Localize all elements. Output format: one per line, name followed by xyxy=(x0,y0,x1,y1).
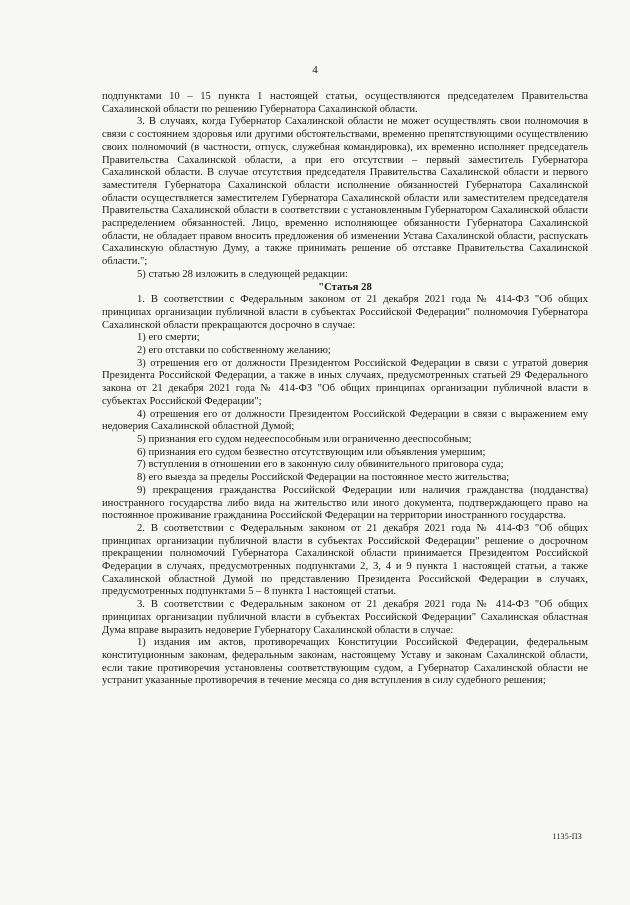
paragraph: 1) издания им актов, противоречащих Конституции Российской Федерации, федеральным конституционным законам, федеральным законам, настоящему Уставу и законам Сахалинской области, если такие противоречия установлены соответствующим судом, а Губернатор Сахалинской области не устранит указанные противоречия в течение месяца со дня вступления в силу судебного решения; xyxy=(102,637,588,687)
paragraph: 6) признания его судом безвестно отсутствующим или объявления умершим; xyxy=(137,446,486,458)
article-heading: "Статья 28 xyxy=(318,281,372,293)
paragraph: 4) отрешения его от должности Президентом Российской Федерации в связи с выражением ему недоверия Сахалинской областной Думой; xyxy=(102,408,588,433)
paragraph: 1. В соответствии с Федеральным законом от 21 декабря 2021 года № 414-ФЗ "Об общих принципах организации публичной власти в субъектах Российской Федерации" полномочия Губернатора Сахалинской области прекращаются досрочно в случае: xyxy=(102,294,588,331)
paragraph: 9) прекращения гражданства Российской Федерации или наличия гражданства (подданства) иностранного государства либо вида на жительство или иного документа, подтверждающего право на постоянное проживание гражданина Российской Федерации на территории иностранного государства. xyxy=(102,484,588,522)
paragraph: 7) вступления в отношении его в законную силу обвинительного приговора суда; xyxy=(137,459,504,471)
paragraph: 5) статью 28 изложить в следующей редакции: xyxy=(137,268,348,280)
paragraph: 1) его смерти; xyxy=(137,332,200,344)
paragraph: 5) признания его судом недееспособным или ограниченно дееспособным; xyxy=(137,433,472,445)
paragraph: 8) его выезда за пределы Российской Федерации на постоянное место жительства; xyxy=(137,472,510,484)
paragraph: 3) отрешения его от должности Президентом Российской Федерации в связи с утратой доверия Президента Российской Федерации, а также в иных случаях, предусмотренных статьей 29 Федерального закона от 21 декабря 2021 года № 414-ФЗ "Об общих принципах организации публичной власти в субъектах Российской Федерации"; xyxy=(102,357,588,407)
document-code: 1135-ПЗ xyxy=(552,832,582,841)
document-body xyxy=(102,91,588,688)
page-number: 4 xyxy=(312,64,318,76)
paragraph: 2) его отставки по собственному желанию; xyxy=(137,345,331,357)
paragraph: 3. В случаях, когда Губернатор Сахалинской области не может осуществлять свои полномочия в связи с состоянием здоровья или другими обстоятельствами, временно препятствующими осуществлению своих полномочий (в частности, отпуск, служебная командировка), их временно исполняет председатель Правительства Сахалинской области, а при его отсутствии – первый заместитель Губернатора Сахалинской области. В случае отсутствия председателя Правительства Сахалинской области и первого заместителя Губернатора Сахалинской области исполнение обязанностей Губернатора Сахалинской области осуществляется заместителем Губернатора Сахалинской области или заместителем председателя Правительства Сахалинской области в соответствии с установленным Губернатором Сахалинской области распределением обязанностей. Лицо, временно исполняющее обязанности Губернатора Сахалинской области, не обладает правом вносить предложения об изменении Устава Сахалинской области, распускать Сахалинскую областную Думу, а также принимать решение об отставке Правительства Сахалинской области."; xyxy=(102,116,588,268)
paragraph: подпунктами 10 – 15 пункта 1 настоящей статьи, осуществляются председателем Правительства Сахалинской области по решению Губернатора Сахалинской области. xyxy=(102,91,588,115)
paragraph: 2. В соответствии с Федеральным законом от 21 декабря 2021 года № 414-ФЗ "Об общих принципах организации публичной власти в субъектах Российской Федерации" решение о досрочном прекращении полномочий Губернатора Сахалинской области принимается Президентом Российской Федерации в случаях, предусмотренных подпунктами 2, 3, 4 и 9 пункта 1 настоящей статьи, а также Сахалинской областной Думой по представлению Президента Российской Федерации в случаях, предусмотренных подпунктами 5 – 8 пункта 1 настоящей статьи. xyxy=(102,522,588,598)
paragraph: 3. В соответствии с Федеральным законом от 21 декабря 2021 года № 414-ФЗ "Об общих принципах организации публичной власти в субъектах Российской Федерации" Сахалинская областная Дума вправе выразить недоверие Губернатору Сахалинской области в случае: xyxy=(102,599,588,636)
